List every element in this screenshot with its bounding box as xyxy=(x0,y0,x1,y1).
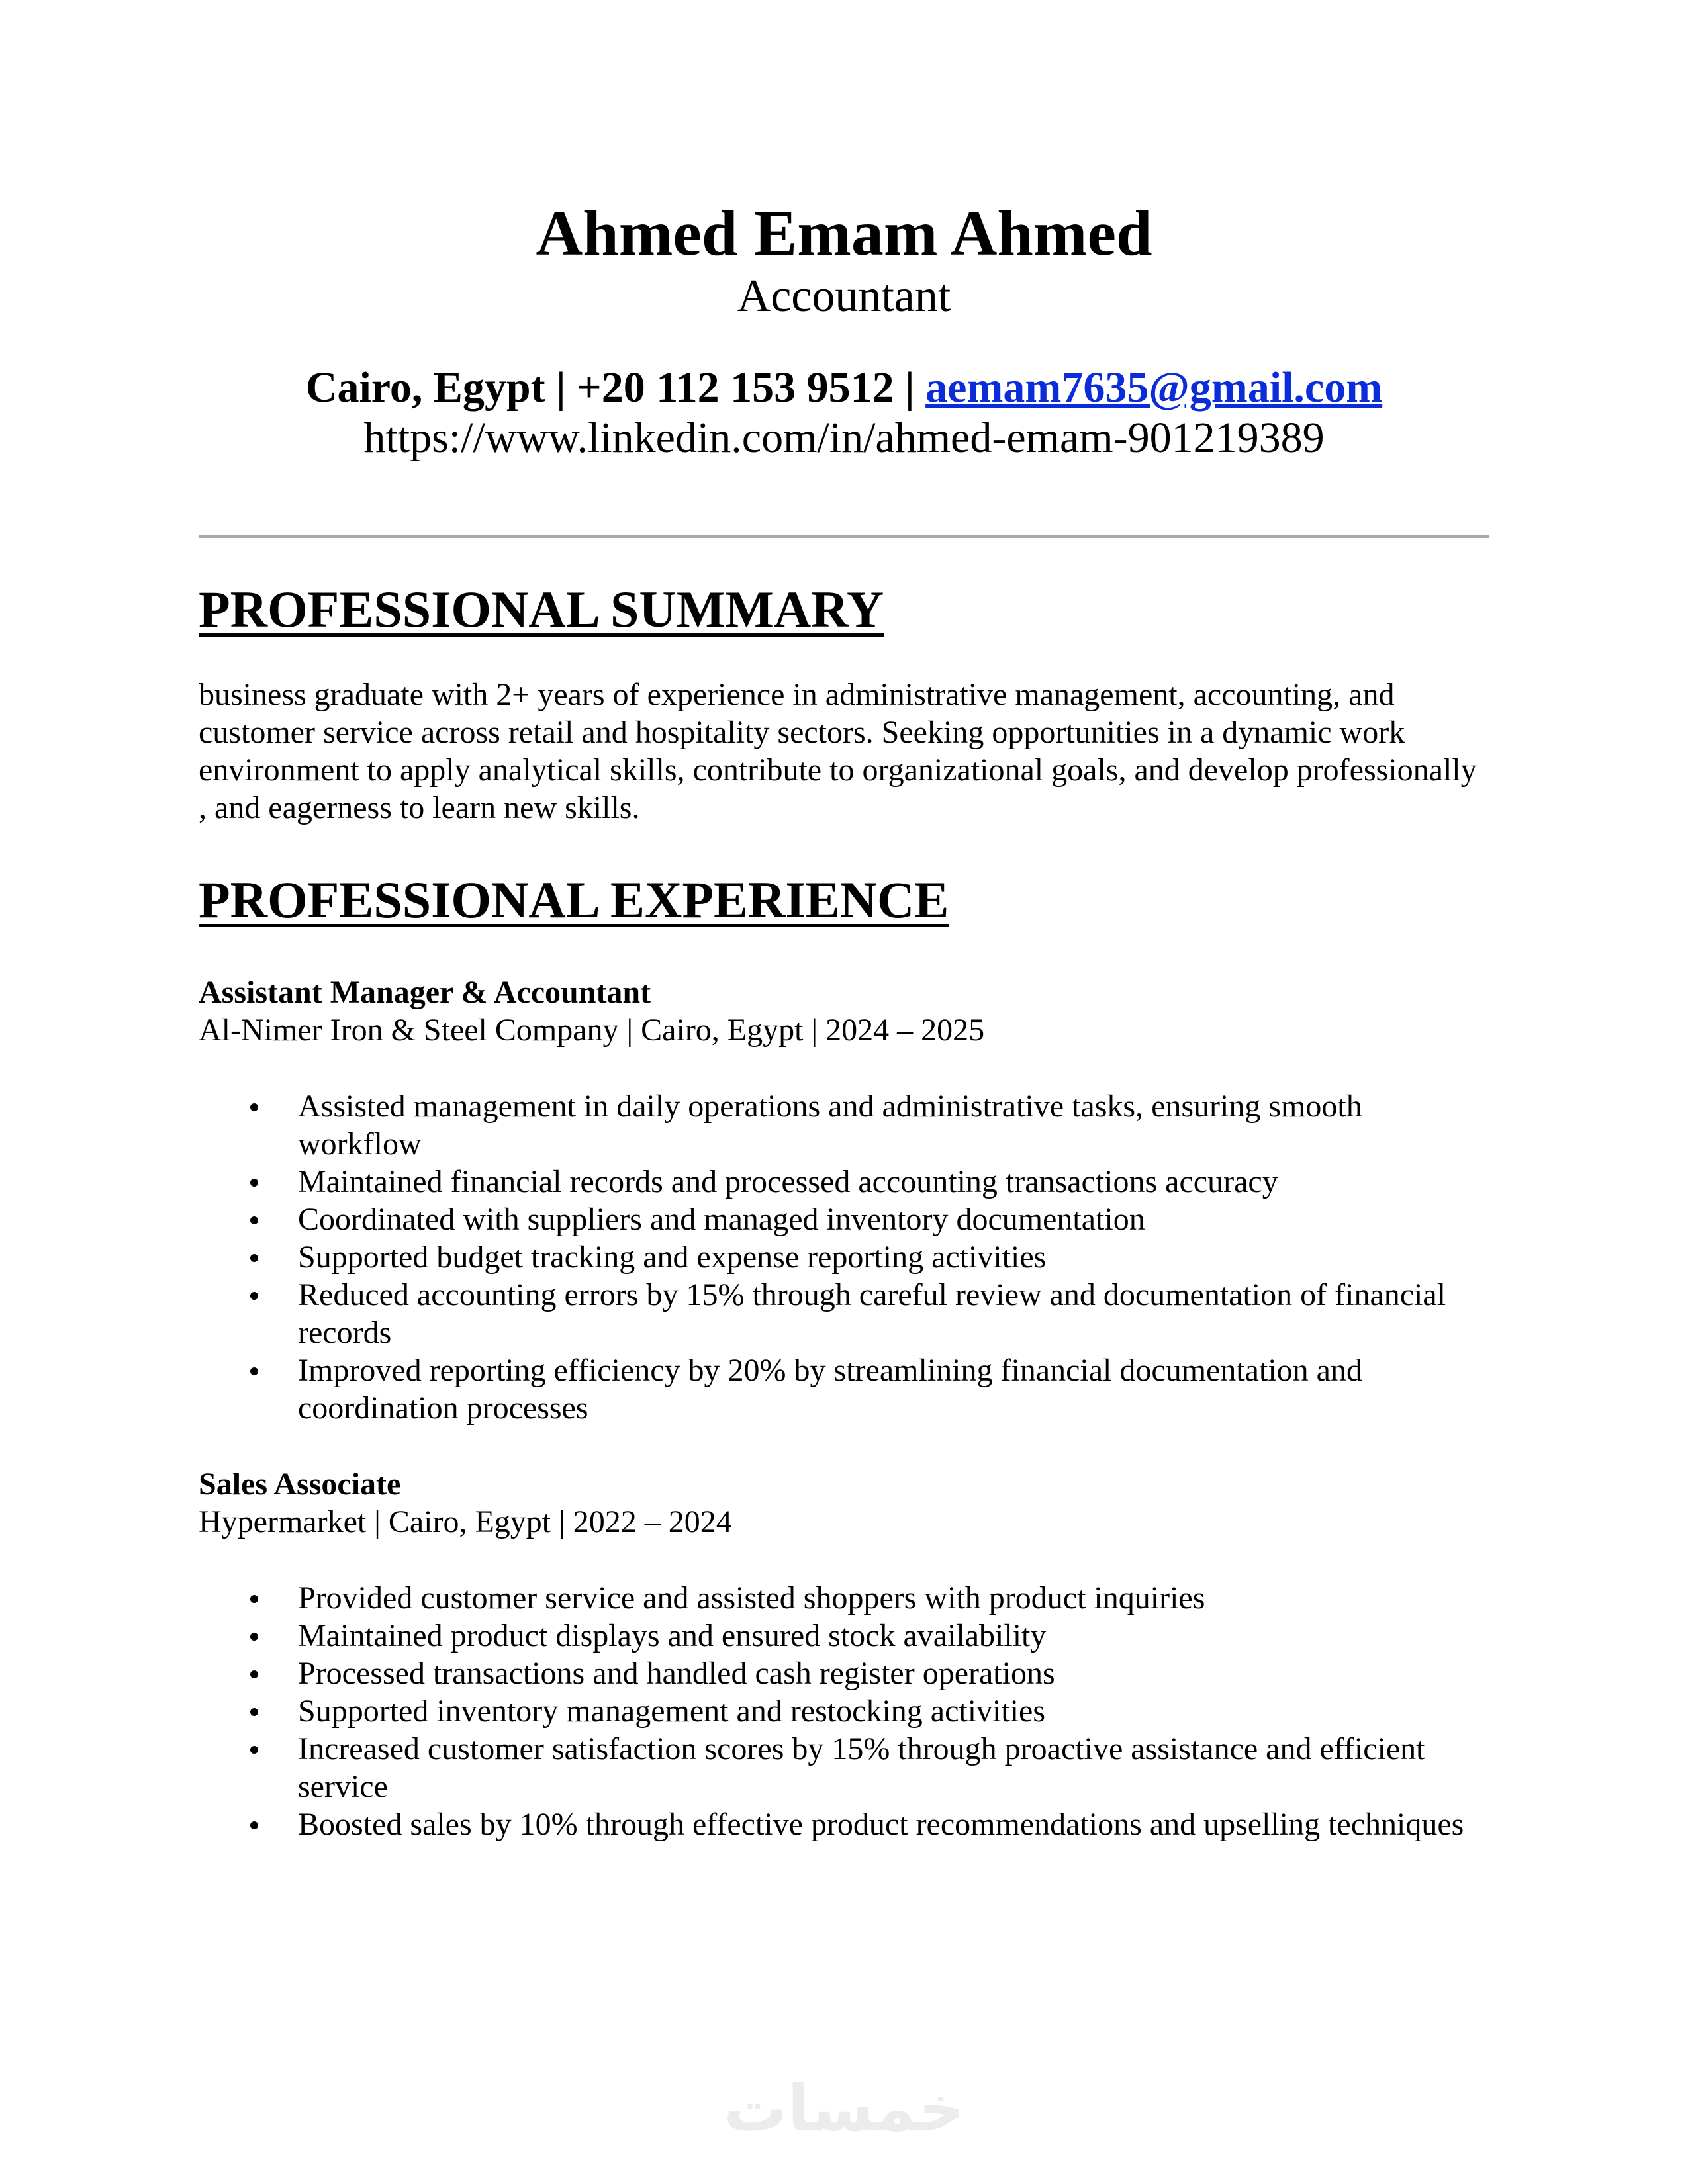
bullet-dot-icon xyxy=(250,1595,258,1603)
summary-text: business graduate with 2+ years of experience in administrative management, accounting, and customer service across retail and hospitality sectors. Seeking opportunities in a dynamic work environment to apply analytical skills, contribute to organizational goals, and develop professionally , and eagerness to learn new skills. xyxy=(199,677,1477,826)
watermark-logo: خمسات xyxy=(724,2071,964,2146)
bullet-dot-icon xyxy=(250,1708,258,1716)
job-entry xyxy=(199,974,1489,1427)
bullet-item xyxy=(199,1238,1489,1276)
job-title: Assistant Manager & Accountant xyxy=(199,974,651,1010)
bullet-item xyxy=(199,1655,1489,1692)
bullet-text: Processed transactions and handled cash register operations xyxy=(298,1655,1055,1691)
bullet-text: Boosted sales by 10% through effective product recommendations and upselling techniques xyxy=(298,1806,1464,1842)
bullet-dot-icon xyxy=(250,1633,258,1641)
experience-section xyxy=(199,866,1489,1843)
bullet-text: Assisted management in daily operations and administrative tasks, ensuring smooth workflow xyxy=(298,1088,1362,1161)
bullet-text: Reduced accounting errors by 15% through careful review and documentation of financial records xyxy=(298,1277,1446,1350)
bullet-dot-icon xyxy=(250,1670,258,1678)
job-company-location-dates: Hypermarket | Cairo, Egypt | 2022 – 2024 xyxy=(199,1504,732,1539)
bullet-dot-icon xyxy=(250,1367,258,1375)
bullet-item xyxy=(199,1617,1489,1655)
resume-header xyxy=(0,199,1688,463)
bullet-dot-icon xyxy=(250,1292,258,1300)
summary-section xyxy=(199,576,1489,827)
linkedin-url: https://www.linkedin.com/in/ahmed-emam-901219389 xyxy=(363,414,1325,463)
contact-line xyxy=(0,363,1688,413)
bullet-item xyxy=(199,1730,1489,1805)
bullet-dot-icon xyxy=(250,1103,258,1111)
bullet-item xyxy=(199,1201,1489,1238)
experience-heading: PROFESSIONAL EXPERIENCE xyxy=(199,871,949,929)
summary-heading: PROFESSIONAL SUMMARY xyxy=(199,580,884,638)
job-title: Sales Associate xyxy=(199,1466,401,1502)
bullet-text: Supported budget tracking and expense reporting activities xyxy=(298,1239,1047,1275)
job-bullets xyxy=(199,1579,1489,1843)
job-entry xyxy=(199,1465,1489,1843)
bullet-item xyxy=(199,1579,1489,1617)
bullet-text: Maintained product displays and ensured stock availability xyxy=(298,1617,1047,1653)
bullet-text: Maintained financial records and processed accounting transactions accuracy xyxy=(298,1163,1278,1199)
bullet-item xyxy=(199,1087,1489,1163)
contact-details: Cairo, Egypt | +20 112 153 9512 | xyxy=(305,363,926,412)
bullet-dot-icon xyxy=(250,1179,258,1187)
bullet-item xyxy=(199,1351,1489,1427)
bullet-dot-icon xyxy=(250,1216,258,1224)
bullet-item xyxy=(199,1163,1489,1201)
email-link[interactable]: aemam7635@gmail.com xyxy=(925,363,1383,412)
bullet-text: Supported inventory management and restocking activities xyxy=(298,1693,1046,1729)
bullet-dot-icon xyxy=(250,1254,258,1262)
candidate-title: Accountant xyxy=(737,270,951,322)
header-divider xyxy=(199,535,1489,538)
bullet-dot-icon xyxy=(250,1821,258,1829)
bullet-item xyxy=(199,1805,1489,1843)
candidate-name: Ahmed Emam Ahmed xyxy=(536,198,1152,269)
job-company-location-dates: Al-Nimer Iron & Steel Company | Cairo, Egypt | 2024 – 2025 xyxy=(199,1012,985,1048)
bullet-item xyxy=(199,1692,1489,1730)
bullet-item xyxy=(199,1276,1489,1351)
resume-body xyxy=(199,576,1489,1843)
bullet-text: Increased customer satisfaction scores by 15% through proactive assistance and efficient service xyxy=(298,1731,1425,1804)
bullet-text: Improved reporting efficiency by 20% by streamlining financial documentation and coordination processes xyxy=(298,1352,1362,1426)
job-bullets xyxy=(199,1087,1489,1427)
bullet-text: Coordinated with suppliers and managed inventory documentation xyxy=(298,1201,1145,1237)
bullet-dot-icon xyxy=(250,1746,258,1754)
bullet-text: Provided customer service and assisted shoppers with product inquiries xyxy=(298,1580,1205,1615)
